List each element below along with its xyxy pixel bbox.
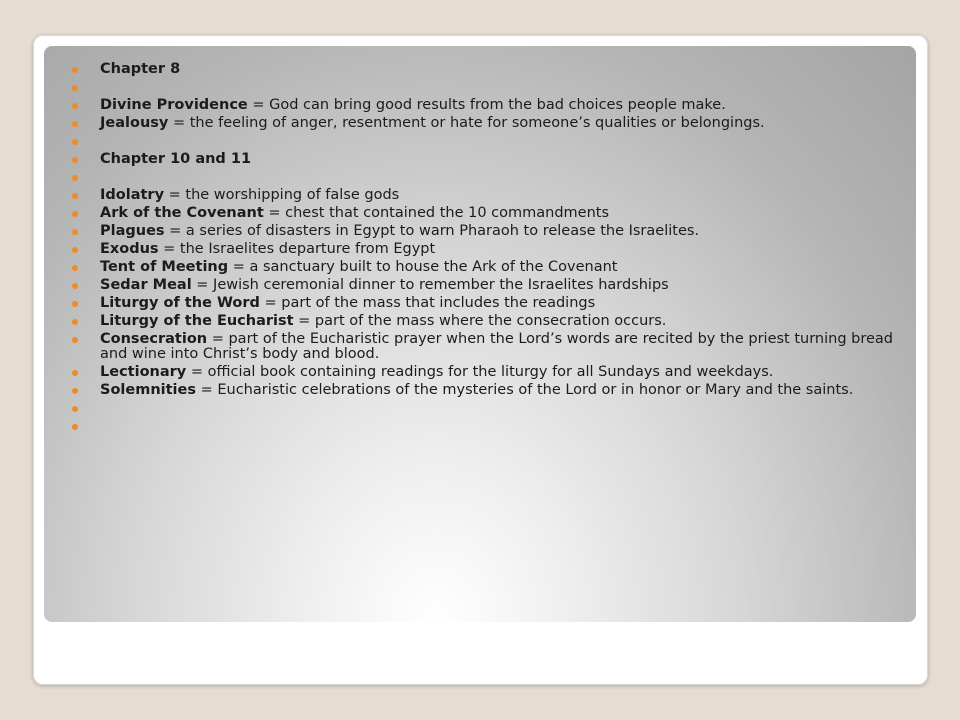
list-item	[72, 314, 908, 329]
list-item	[72, 80, 908, 95]
bullet-icon	[72, 370, 78, 376]
list-item	[72, 62, 908, 77]
list-item	[72, 365, 908, 380]
term: Divine Providence	[100, 97, 248, 113]
list-item	[72, 188, 908, 203]
list-item	[72, 260, 908, 275]
list-item	[72, 206, 908, 221]
term: Jealousy	[100, 115, 169, 131]
bullet-icon	[72, 406, 78, 412]
bullet-icon	[72, 67, 78, 73]
term: Liturgy of the Eucharist	[100, 313, 294, 329]
bullet-icon	[72, 103, 78, 109]
bullet-icon	[72, 283, 78, 289]
definition: = part of the mass where the consecration occurs.	[293, 313, 667, 329]
definition: = Jewish ceremonial dinner to remember the Israelites hardships	[191, 277, 669, 293]
list-item	[72, 134, 908, 149]
definition: = the feeling of anger, resentment or hate for someone’s qualities or belongings.	[168, 115, 765, 131]
definition: = the worshipping of false gods	[164, 187, 400, 203]
definition: = Eucharistic celebrations of the mysteries of the Lord or in honor or Mary and the saints.	[195, 382, 854, 398]
content-panel	[44, 46, 916, 622]
bullet-list	[72, 62, 908, 437]
term: Lectionary	[100, 364, 187, 380]
list-item	[72, 152, 908, 167]
list-item	[72, 242, 908, 257]
bullet-icon	[72, 337, 78, 343]
bullet-icon	[72, 424, 78, 430]
term: Liturgy of the Word	[100, 295, 260, 311]
bullet-icon	[72, 319, 78, 325]
bullet-icon	[72, 157, 78, 163]
bullet-icon	[72, 175, 78, 181]
bullet-icon	[72, 247, 78, 253]
list-item	[72, 278, 908, 293]
bullet-icon	[72, 301, 78, 307]
definition: = part of the mass that includes the readings	[259, 295, 596, 311]
bullet-icon	[72, 388, 78, 394]
list-item	[72, 170, 908, 185]
list-item	[72, 296, 908, 311]
bullet-icon	[72, 139, 78, 145]
definition: = chest that contained the 10 commandments	[263, 205, 610, 221]
term: Exodus	[100, 241, 159, 257]
bullet-icon	[72, 211, 78, 217]
definition: = the Israelites departure from Egypt	[158, 241, 436, 257]
term: Tent of Meeting	[100, 259, 229, 275]
term: Sedar Meal	[100, 277, 192, 293]
bullet-icon	[72, 193, 78, 199]
term: Consecration	[100, 331, 208, 347]
term: Solemnities	[100, 382, 196, 398]
list-item	[72, 98, 908, 113]
definition: = a series of disasters in Egypt to warn Pharaoh to release the Israelites.	[164, 223, 700, 239]
list-item	[72, 383, 908, 398]
list-item	[72, 224, 908, 239]
list-item	[72, 419, 908, 434]
term: Plagues	[100, 223, 165, 239]
term: Chapter 8	[100, 61, 181, 77]
definition: = official book containing readings for the liturgy for all Sundays and weekdays.	[186, 364, 774, 380]
term: Chapter 10 and 11	[100, 151, 252, 167]
bullet-icon	[72, 121, 78, 127]
bullet-icon	[72, 85, 78, 91]
list-item	[72, 116, 908, 131]
list-item	[72, 401, 908, 416]
bullet-icon	[72, 265, 78, 271]
term: Idolatry	[100, 187, 165, 203]
definition: = part of the Eucharistic prayer when the Lord’s words are recited by the priest turning bread and wine into Christ’s body and blood.	[100, 331, 893, 362]
definition: = a sanctuary built to house the Ark of the Covenant	[228, 259, 618, 275]
term: Ark of the Covenant	[100, 205, 264, 221]
bullet-icon	[72, 229, 78, 235]
list-item	[72, 332, 908, 362]
definition: = God can bring good results from the bad choices people make.	[247, 97, 726, 113]
